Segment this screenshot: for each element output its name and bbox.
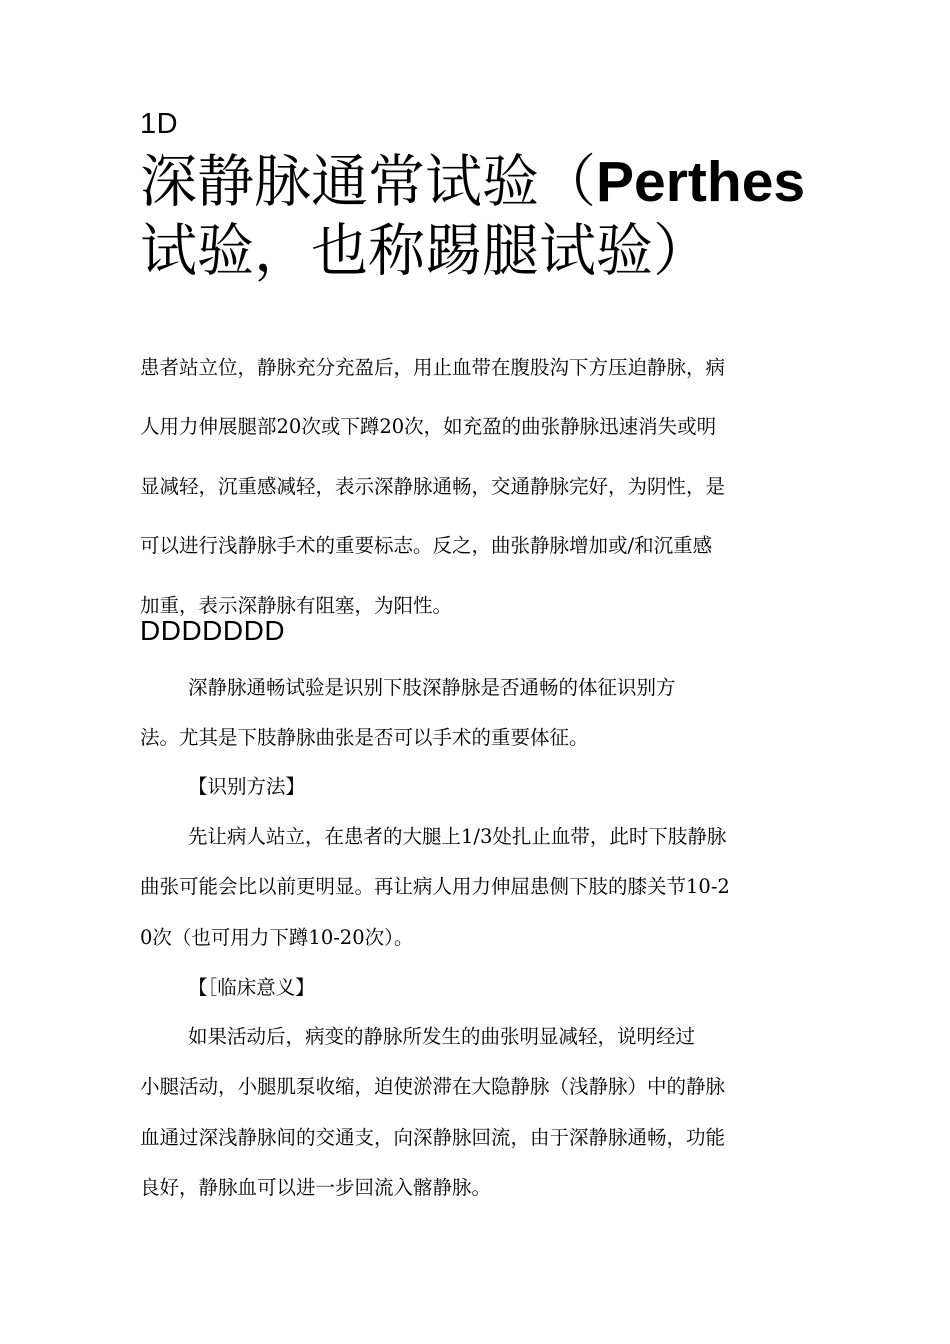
method-paragraph	[140, 812, 820, 963]
intro-line: 加重，表示深静脉有阻塞，为阳性。	[140, 593, 453, 617]
meaning-line: 血通过深浅静脉间的交通支，向深静脉回流，由于深静脉通畅，功能	[140, 1125, 726, 1149]
intro-line: 人用力伸展腿部20次或下蹲20次，如充盈的曲张静脉迅速消失或明	[140, 415, 717, 439]
title-prefix: 深静脉通常试验（	[140, 149, 596, 215]
intro-line: 可以进行浅静脉手术的重要标志。反之，曲张静脉增加或/和沉重感	[140, 534, 713, 558]
section-heading-method-label: 【识别方法】	[188, 775, 306, 798]
meaning-line: 良好，静脉血可以进一步回流入髂静脉。	[140, 1175, 492, 1199]
page-title	[140, 148, 820, 286]
title-latin: Perthes	[596, 150, 806, 214]
document-code-mid: DDDDDDD	[140, 615, 286, 646]
meaning-line: 如果活动后，病变的静脉所发生的曲张明显减轻，说明经过	[188, 1025, 696, 1048]
meaning-paragraph	[140, 1012, 820, 1213]
method-line: 先让病人站立，在患者的大腿上1/3处扎止血带，此时下肢静脉	[188, 825, 727, 848]
meaning-line: 小腿活动，小腿肌泵收缩，迫使淤滞在大隐静脉（浅静脉）中的静脉	[140, 1075, 726, 1099]
document-code-top: 1D	[140, 108, 179, 140]
method-line: 0次（也可用力下蹲10-20次）。	[140, 925, 414, 949]
definition-line: 深静脉通畅试验是识别下肢深静脉是否通畅的体征识别方	[188, 676, 676, 699]
title-suffix: 试验，也称踢腿试验）	[140, 218, 710, 284]
definition-line: 法。尤其是下肢静脉曲张是否可以手术的重要体征。	[140, 726, 589, 750]
intro-line: 患者站立位，静脉充分充盈后，用止血带在腹股沟下方压迫静脉，病	[140, 356, 726, 379]
section-heading-method	[140, 762, 820, 812]
section-heading-meaning-label: 【［临床意义】	[188, 976, 315, 999]
intro-line: 显减轻，沉重感减轻，表示深静脉通畅，交通静脉完好，为阴性，是	[140, 474, 726, 498]
definition-paragraph	[140, 663, 820, 764]
intro-paragraph	[140, 338, 820, 635]
section-heading-meaning	[140, 963, 820, 1013]
method-line: 曲张可能会比以前更明显。再让病人用力伸屈患侧下肢的膝关节10-2	[140, 875, 730, 899]
